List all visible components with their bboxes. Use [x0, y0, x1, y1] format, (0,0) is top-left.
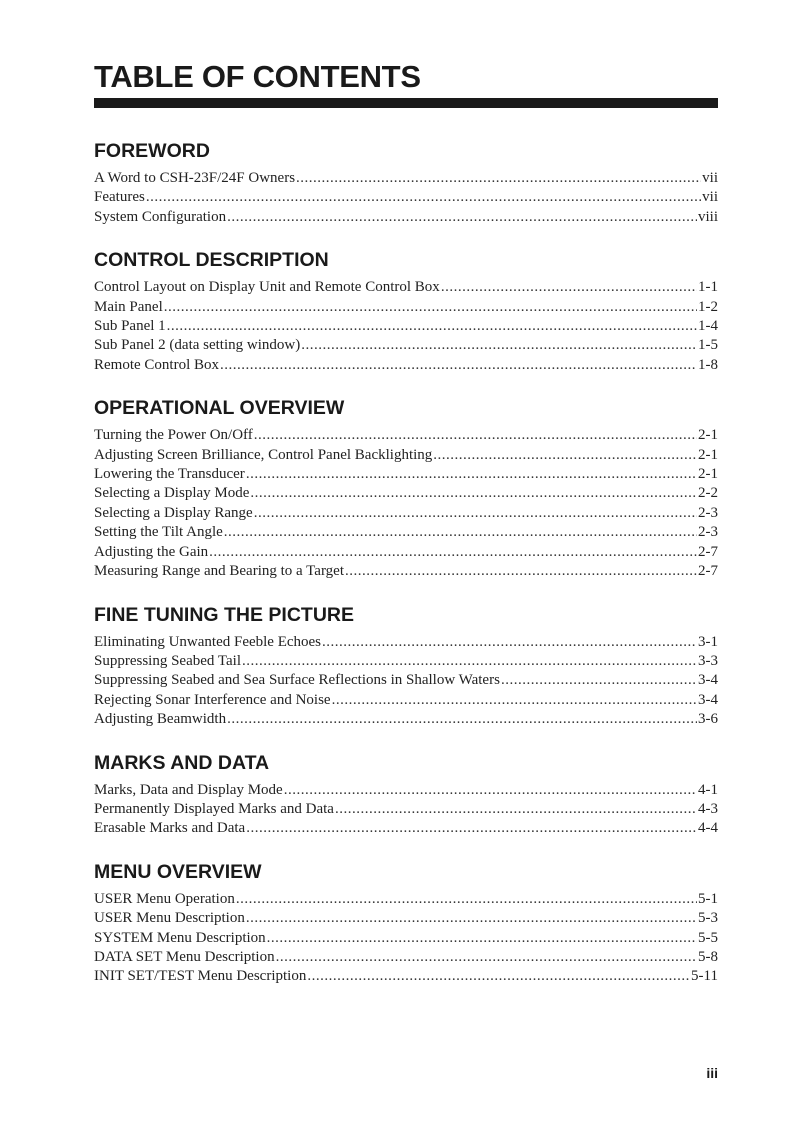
entry-page: 5-5	[698, 929, 718, 946]
toc-section-operational-overview	[94, 395, 718, 581]
entry-title: Adjusting the Gain	[94, 543, 209, 560]
entry-title: Erasable Marks and Data	[94, 820, 246, 837]
entry-title: Lowering the Transducer	[94, 466, 245, 483]
page-number: iii	[706, 1065, 718, 1081]
toc-entry[interactable]	[94, 967, 718, 986]
dot-leader	[301, 336, 697, 355]
entry-title: A Word to CSH-23F/24F Owners	[94, 170, 296, 186]
toc-entry[interactable]	[94, 208, 718, 227]
dot-leader	[441, 278, 697, 297]
toc-entry[interactable]	[94, 890, 718, 909]
toc-entry[interactable]	[94, 188, 718, 207]
dot-leader	[284, 781, 697, 800]
entry-page: 2-3	[698, 504, 718, 521]
entry-title: Adjusting Beamwidth	[94, 711, 227, 728]
entry-title: Measuring Range and Bearing to a Target	[94, 563, 344, 580]
entry-page: 5-11	[691, 968, 718, 985]
entry-title: Remote Control Box	[94, 356, 219, 373]
entry-page: 2-1	[698, 446, 718, 463]
toc-entry[interactable]	[94, 948, 718, 967]
entry-title: USER Menu Operation	[94, 890, 235, 907]
toc-entry[interactable]	[94, 671, 718, 690]
dot-leader	[322, 633, 697, 652]
toc-entry[interactable]	[94, 356, 718, 375]
dot-leader	[227, 710, 697, 729]
entry-title: INIT SET/TEST Menu Description	[94, 968, 307, 985]
entry-page: 4-1	[698, 781, 718, 798]
toc-entry[interactable]	[94, 800, 718, 819]
entry-page: 1-4	[698, 318, 718, 335]
entry-page: 1-8	[698, 356, 718, 373]
entry-title: USER Menu Description	[94, 910, 245, 927]
dot-leader	[254, 426, 697, 445]
toc-section-control-description	[94, 247, 718, 375]
toc-section-menu-overview	[94, 859, 718, 987]
entry-title: Suppressing Seabed and Sea Surface Reflections in Shallow Waters	[94, 672, 500, 689]
entry-page: 3-4	[698, 672, 718, 689]
dot-leader	[146, 188, 701, 207]
entry-title: Selecting a Display Range	[94, 504, 253, 521]
toc-entry[interactable]	[94, 652, 718, 671]
table-of-contents	[94, 138, 718, 1007]
entry-page: 1-5	[698, 337, 718, 354]
dot-leader	[246, 909, 697, 928]
entry-title: Control Layout on Display Unit and Remote Control Box	[94, 279, 440, 296]
toc-entry[interactable]	[94, 710, 718, 729]
entry-title: Adjusting Screen Brilliance, Control Panel Backlighting	[94, 446, 433, 463]
toc-entry[interactable]	[94, 317, 718, 336]
entry-page: 2-2	[698, 485, 718, 502]
section-heading: MARKS AND DATA	[94, 751, 270, 774]
entry-title: Eliminating Unwanted Feeble Echoes	[94, 633, 322, 650]
entry-page: vii	[702, 189, 718, 206]
entry-page: 5-8	[698, 948, 718, 965]
section-heading: CONTROL DESCRIPTION	[94, 249, 329, 272]
entry-page: 2-3	[698, 524, 718, 541]
toc-section-foreword	[94, 138, 718, 227]
dot-leader	[276, 948, 697, 967]
dot-leader	[296, 169, 701, 188]
toc-section-marks-and-data	[94, 750, 718, 839]
entry-page: 3-6	[698, 711, 718, 728]
toc-entry[interactable]	[94, 819, 718, 838]
entry-title: Marks, Data and Display Mode	[94, 781, 283, 798]
entry-title: Selecting a Display Mode	[94, 485, 250, 502]
dot-leader	[501, 671, 697, 690]
toc-entry[interactable]	[94, 543, 718, 562]
entry-title: Setting the Tilt Angle	[94, 524, 223, 541]
dot-leader	[246, 819, 697, 838]
toc-entry[interactable]	[94, 336, 718, 355]
entry-title: Sub Panel 2 (data setting window)	[94, 337, 301, 354]
dot-leader	[345, 562, 697, 581]
entry-title: Main Panel	[94, 298, 163, 315]
toc-section-fine-tuning	[94, 602, 718, 730]
dot-leader	[332, 691, 697, 710]
entry-title: Turning the Power On/Off	[94, 427, 253, 444]
entry-page: 4-3	[698, 800, 718, 817]
section-heading: MENU OVERVIEW	[94, 860, 262, 883]
entry-page: 2-7	[698, 543, 718, 560]
entry-title: Permanently Displayed Marks and Data	[94, 800, 334, 817]
dot-leader	[167, 317, 697, 336]
toc-entry[interactable]	[94, 465, 718, 484]
entry-page: 3-1	[698, 633, 718, 650]
entry-title: Features	[94, 189, 145, 206]
entry-page: viii	[697, 208, 718, 225]
dot-leader	[209, 543, 697, 562]
entry-page: 2-7	[698, 563, 718, 580]
toc-entry[interactable]	[94, 426, 718, 445]
entry-page: 3-3	[698, 652, 718, 669]
dot-leader	[433, 446, 697, 465]
toc-entry[interactable]	[94, 691, 718, 710]
dot-leader	[236, 890, 697, 909]
dot-leader	[220, 356, 697, 375]
entry-title: System Configuration	[94, 208, 227, 225]
dot-leader	[224, 523, 697, 542]
toc-entry[interactable]	[94, 504, 718, 523]
toc-entry[interactable]	[94, 298, 718, 317]
entry-title: Suppressing Seabed Tail	[94, 652, 241, 669]
toc-entry[interactable]	[94, 169, 718, 188]
section-heading: FOREWORD	[94, 140, 210, 162]
entry-page: 5-3	[698, 910, 718, 927]
toc-entry[interactable]	[94, 278, 718, 297]
dot-leader	[307, 967, 690, 986]
toc-entry[interactable]	[94, 633, 718, 652]
toc-entry[interactable]	[94, 446, 718, 465]
entry-page: 1-1	[698, 279, 718, 296]
toc-entry[interactable]	[94, 523, 718, 542]
title-rule	[94, 98, 718, 108]
entry-title: Sub Panel 1	[94, 318, 166, 335]
entry-title: DATA SET Menu Description	[94, 948, 275, 965]
entry-page: 2-1	[698, 466, 718, 483]
dot-leader	[227, 208, 697, 227]
entry-page: 4-4	[698, 820, 718, 837]
dot-leader	[250, 484, 697, 503]
dot-leader	[335, 800, 697, 819]
entry-title: SYSTEM Menu Description	[94, 929, 266, 946]
dot-leader	[254, 504, 697, 523]
toc-entry[interactable]	[94, 484, 718, 503]
page-title: TABLE OF CONTENTS	[94, 59, 421, 94]
section-heading: OPERATIONAL OVERVIEW	[94, 397, 345, 420]
dot-leader	[246, 465, 697, 484]
toc-entry[interactable]	[94, 909, 718, 928]
entry-page: vii	[702, 170, 718, 186]
entry-page: 3-4	[698, 691, 718, 708]
entry-page: 2-1	[698, 427, 718, 444]
dot-leader	[242, 652, 697, 671]
dot-leader	[267, 929, 697, 948]
dot-leader	[164, 298, 697, 317]
entry-page: 5-1	[698, 890, 718, 907]
entry-title: Rejecting Sonar Interference and Noise	[94, 691, 331, 708]
toc-entry[interactable]	[94, 781, 718, 800]
toc-entry[interactable]	[94, 929, 718, 948]
entry-page: 1-2	[698, 298, 718, 315]
toc-entry[interactable]	[94, 562, 718, 581]
section-heading: FINE TUNING THE PICTURE	[94, 603, 355, 626]
